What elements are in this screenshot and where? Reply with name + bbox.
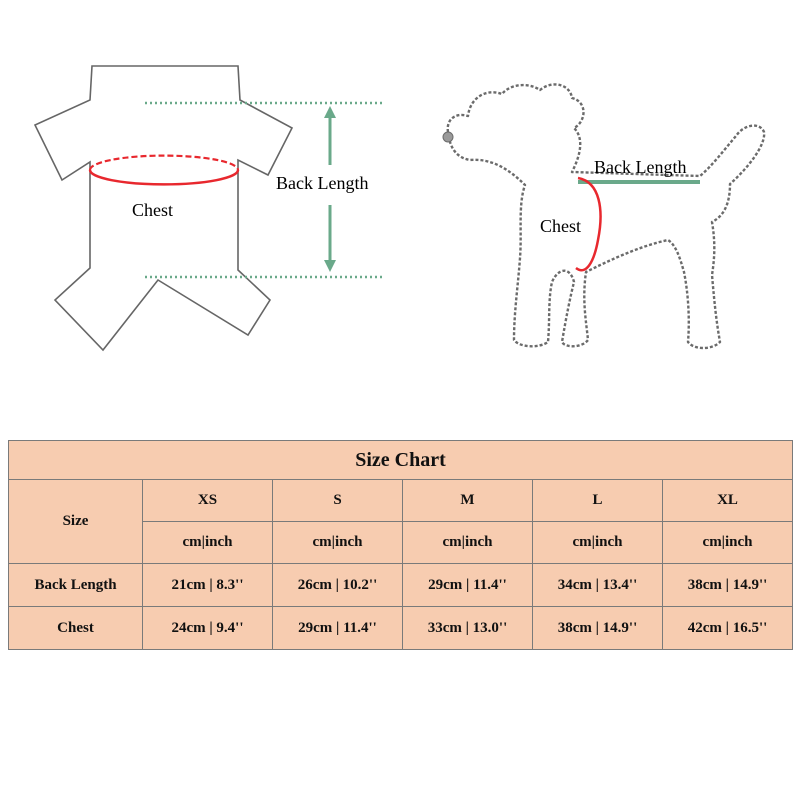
garment-arrow-down-head bbox=[324, 260, 336, 272]
size-l-header: L bbox=[533, 480, 663, 522]
unit-cell: cm|inch bbox=[533, 522, 663, 564]
table-row bbox=[9, 564, 793, 607]
size-s-header: S bbox=[273, 480, 403, 522]
size-m-header: M bbox=[403, 480, 533, 522]
unit-cell: cm|inch bbox=[143, 522, 273, 564]
unit-cell: cm|inch bbox=[403, 522, 533, 564]
table-cell: 42cm | 16.5'' bbox=[663, 607, 793, 650]
unit-cell: cm|inch bbox=[273, 522, 403, 564]
back-length-row-label: Back Length bbox=[9, 564, 143, 607]
table-cell: 34cm | 13.4'' bbox=[533, 564, 663, 607]
unit-cell: cm|inch bbox=[663, 522, 793, 564]
table-cell: 29cm | 11.4'' bbox=[273, 607, 403, 650]
table-cell: 38cm | 14.9'' bbox=[533, 607, 663, 650]
table-row bbox=[9, 607, 793, 650]
table-title-row bbox=[9, 441, 793, 480]
dog-outline bbox=[448, 84, 764, 348]
garment-chest-label: Chest bbox=[132, 200, 174, 220]
size-chart-table bbox=[8, 440, 793, 650]
dog-nose-icon bbox=[443, 132, 453, 142]
size-chart-title: Size Chart bbox=[9, 441, 793, 480]
table-cell: 29cm | 11.4'' bbox=[403, 564, 533, 607]
garment-arrow-up-head bbox=[324, 106, 336, 118]
size-row-header: Size bbox=[9, 480, 143, 564]
size-header-row bbox=[9, 480, 793, 522]
table-cell: 26cm | 10.2'' bbox=[273, 564, 403, 607]
table-cell: 38cm | 14.9'' bbox=[663, 564, 793, 607]
table-cell: 24cm | 9.4'' bbox=[143, 607, 273, 650]
size-xl-header: XL bbox=[663, 480, 793, 522]
table-cell: 21cm | 8.3'' bbox=[143, 564, 273, 607]
table-cell: 33cm | 13.0'' bbox=[403, 607, 533, 650]
chest-row-label: Chest bbox=[9, 607, 143, 650]
dog-chest-label: Chest bbox=[540, 216, 582, 236]
garment-illustration bbox=[35, 66, 382, 350]
garment-back-length-label: Back Length bbox=[276, 173, 369, 193]
dog-back-length-label: Back Length bbox=[594, 157, 687, 177]
dog-illustration bbox=[443, 84, 764, 348]
size-xs-header: XS bbox=[143, 480, 273, 522]
